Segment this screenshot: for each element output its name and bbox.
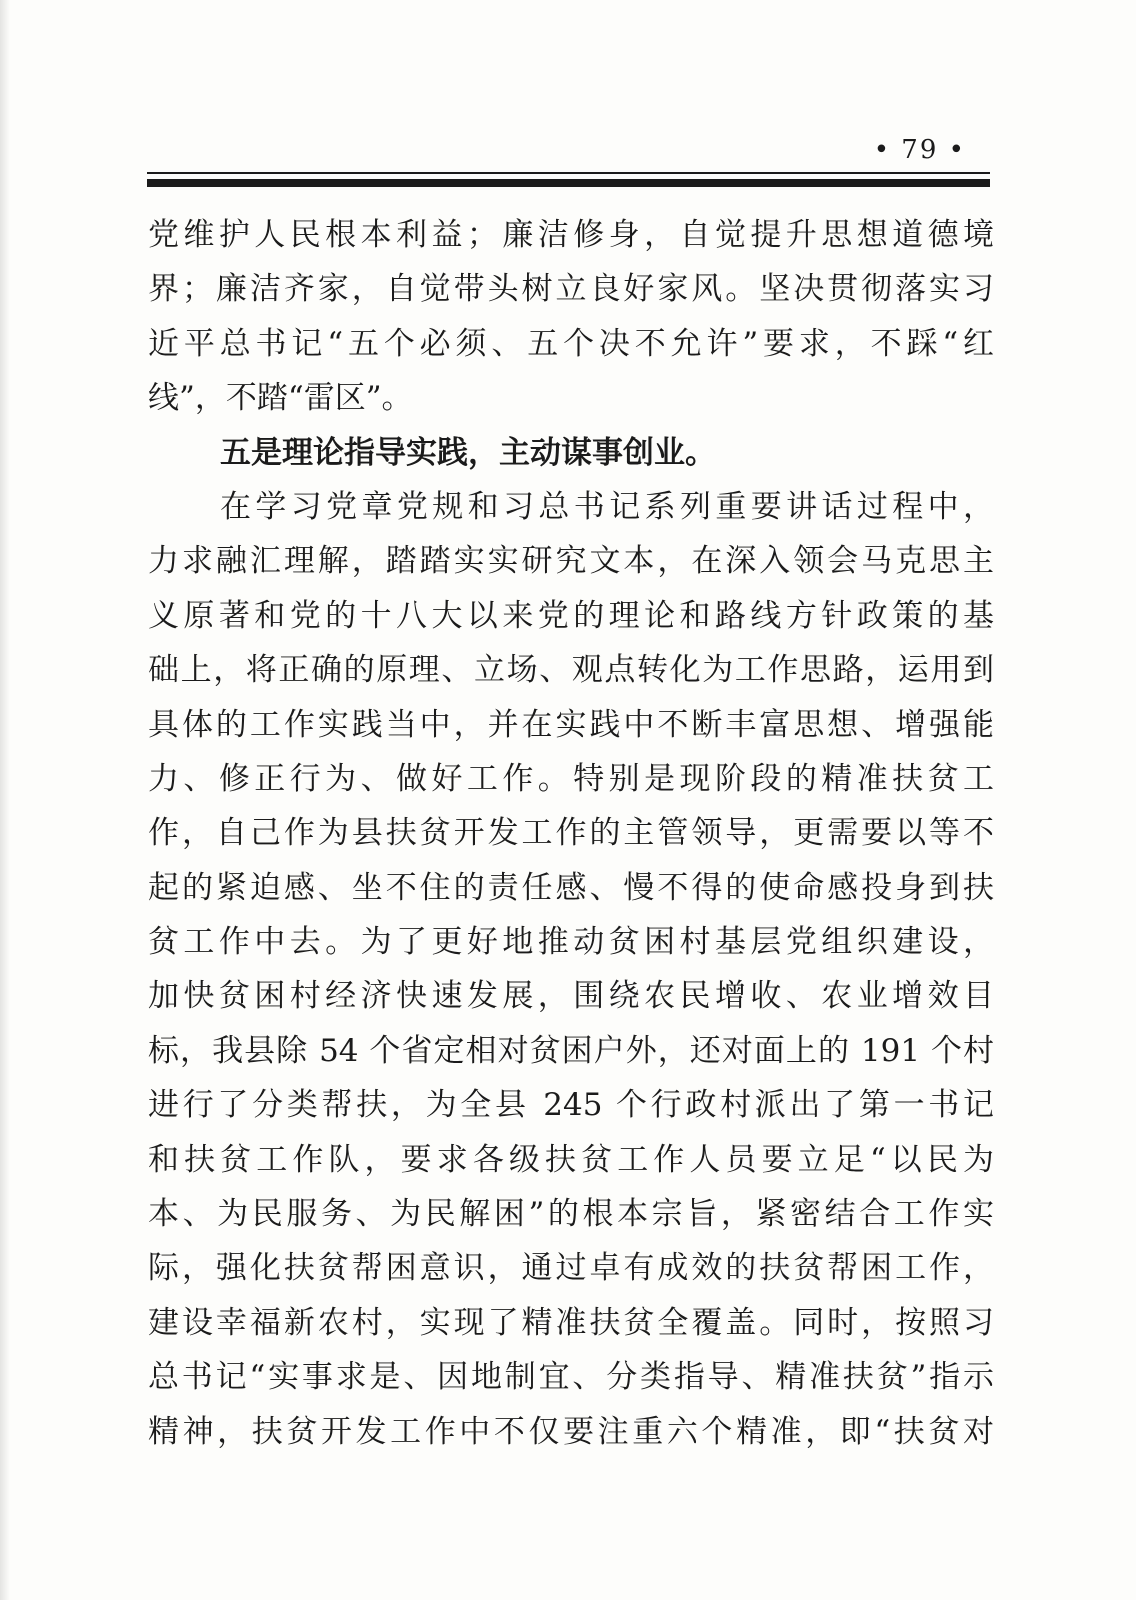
- text-line: 线”，不踏“雷区”。: [148, 380, 413, 417]
- text-line: 力、修正行为、做好工作。特别是现阶段的精准扶贫工: [148, 760, 994, 797]
- text-line: 具体的工作实践当中，并在实践中不断丰富思想、增强能: [148, 706, 994, 743]
- text-line: 本、为民服务、为民解困”的根本宗旨，紧密结合工作实: [148, 1196, 994, 1233]
- text-line: 党维护人民根本利益；廉洁修身，自觉提升思想道德境: [148, 217, 994, 253]
- text-line: 力求融汇理解，踏踏实实研究文本，在深入领会马克思主: [148, 543, 994, 580]
- text-line: 建设幸福新农村，实现了精准扶贫全覆盖。同时，按照习: [148, 1304, 994, 1341]
- text-line: 总书记“实事求是、因地制宜、分类指导、精准扶贫”指示: [148, 1359, 994, 1396]
- header-rule-thick: [147, 179, 990, 187]
- text-line: 进行了分类帮扶，为全县 245 个行政村派出了第一书记: [148, 1087, 994, 1124]
- header-rule-thin: [147, 172, 990, 174]
- text-line: 在学习党章党规和习总书记系列重要讲话过程中，: [220, 488, 994, 525]
- text-line: 起的紧迫感、坐不住的责任感、慢不得的使命感投身到扶: [148, 869, 994, 906]
- text-line: 近平总书记“五个必须、五个决不允许”要求，不踩“红: [148, 325, 994, 362]
- text-line: 础上，将正确的原理、立场、观点转化为工作思路，运用到: [148, 652, 994, 689]
- text-line: 和扶贫工作队，要求各级扶贫工作人员要立足“以民为: [148, 1141, 994, 1178]
- text-line: 加快贫困村经济快速发展，围绕农民增收、农业增效目: [148, 978, 994, 1015]
- text-line: 贫工作中去。为了更好地推动贫困村基层党组织建设，: [148, 924, 994, 961]
- text-line: 义原著和党的十八大以来党的理论和路线方针政策的基: [148, 597, 994, 634]
- page-body: [148, 208, 994, 1459]
- page-number: • 79 •: [873, 135, 966, 165]
- text-line: 精神，扶贫开发工作中不仅要注重六个精准，即“扶贫对: [148, 1413, 994, 1450]
- text-line: 界；廉洁齐家，自觉带头树立良好家风。坚决贯彻落实习: [148, 271, 994, 308]
- text-line: 标，我县除 54 个省定相对贫困户外，还对面上的 191 个村: [148, 1032, 994, 1069]
- section-heading: 五是理论指导实践，主动谋事创业。: [220, 434, 716, 471]
- scan-edge-shadow: [0, 0, 10, 1600]
- text-line: 际，强化扶贫帮困意识，通过卓有成效的扶贫帮困工作，: [148, 1250, 994, 1287]
- text-line: 作，自己作为县扶贫开发工作的主管领导，更需要以等不: [148, 815, 994, 852]
